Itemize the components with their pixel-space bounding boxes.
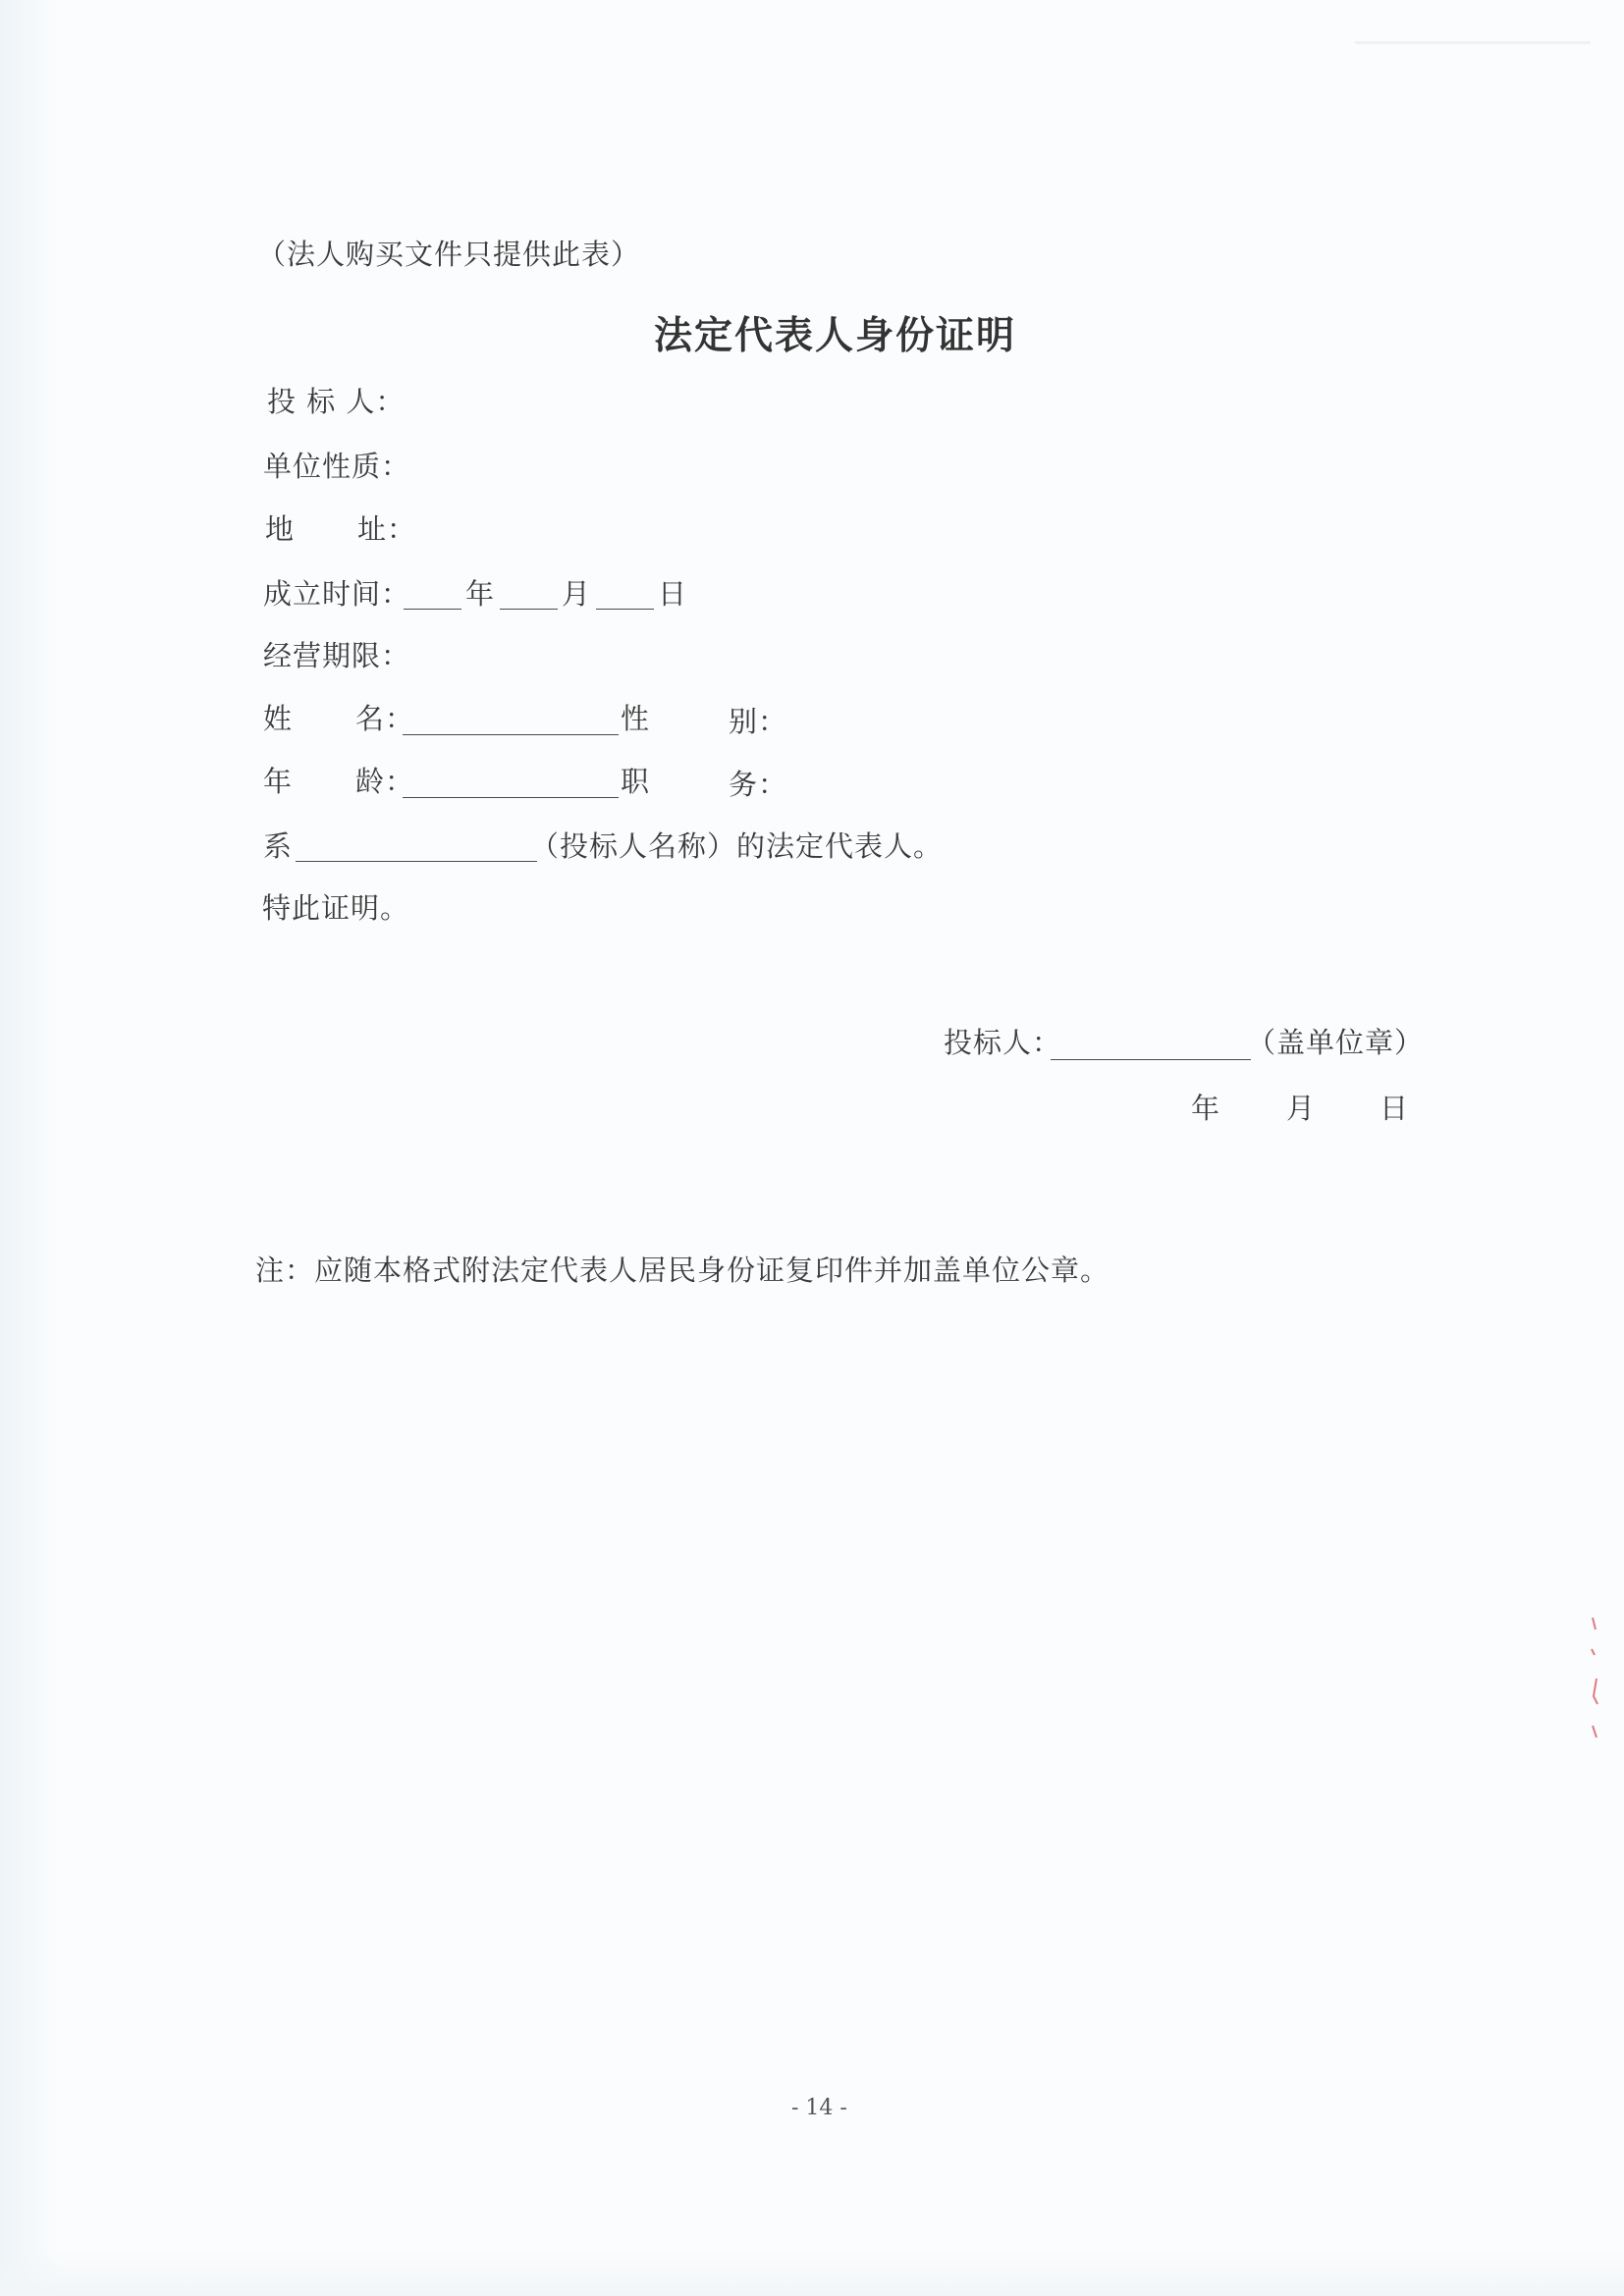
established-month-blank[interactable] [500,609,558,610]
signature-seal-note: （盖单位章） [1247,1026,1425,1059]
signature-bidder-blank[interactable] [1051,1059,1251,1060]
signature-year: 年 [1191,1092,1221,1125]
established-label: 成立时间： [263,577,411,611]
established-month-unit: 月 [562,577,592,611]
address-label-char2: 址： [357,512,417,546]
position-label-char2: 务： [729,768,788,801]
relation-prefix: 系 [263,829,294,863]
bidder-name-blank[interactable] [296,861,537,862]
established-day-unit: 日 [658,577,688,611]
scan-shadow-left [0,0,61,2296]
established-day-blank[interactable] [596,609,654,610]
scan-shadow-top [1355,41,1591,44]
unit-nature-label: 单位性质： [263,450,411,483]
signature-month: 月 [1286,1092,1317,1125]
bidder-label: 投 标 人： [267,385,406,418]
name-blank[interactable] [403,734,619,735]
established-year-blank[interactable] [404,609,461,610]
position-label-char1: 职 [621,765,651,798]
gender-label-char1: 性 [621,702,651,735]
page-title: 法定代表人身份证明 [654,313,1017,358]
name-label-char1: 姓 [263,702,294,735]
signature-day: 日 [1380,1092,1410,1125]
relation-suffix: （投标人名称）的法定代表人。 [530,829,944,863]
gender-label-char2: 别： [729,705,788,738]
established-year-unit: 年 [465,577,496,611]
footnote: 注：应随本格式附法定代表人居民身份证复印件并加盖单位公章。 [255,1254,1110,1287]
scan-shadow-bottom [0,2248,1624,2296]
name-label-char2: 名： [355,702,415,735]
partial-seal-mark [1589,1610,1602,1747]
signature-bidder-label: 投标人： [944,1026,1062,1059]
age-blank[interactable] [403,797,619,798]
page-number: - 14 - [791,2096,847,2120]
age-label-char2: 龄： [355,765,415,798]
address-label-char1: 地 [265,512,296,546]
certify-text: 特此证明。 [262,891,410,925]
header-note: （法人购买文件只提供此表） [257,238,641,271]
age-label-char1: 年 [263,765,294,798]
business-term-label: 经营期限： [263,639,411,672]
